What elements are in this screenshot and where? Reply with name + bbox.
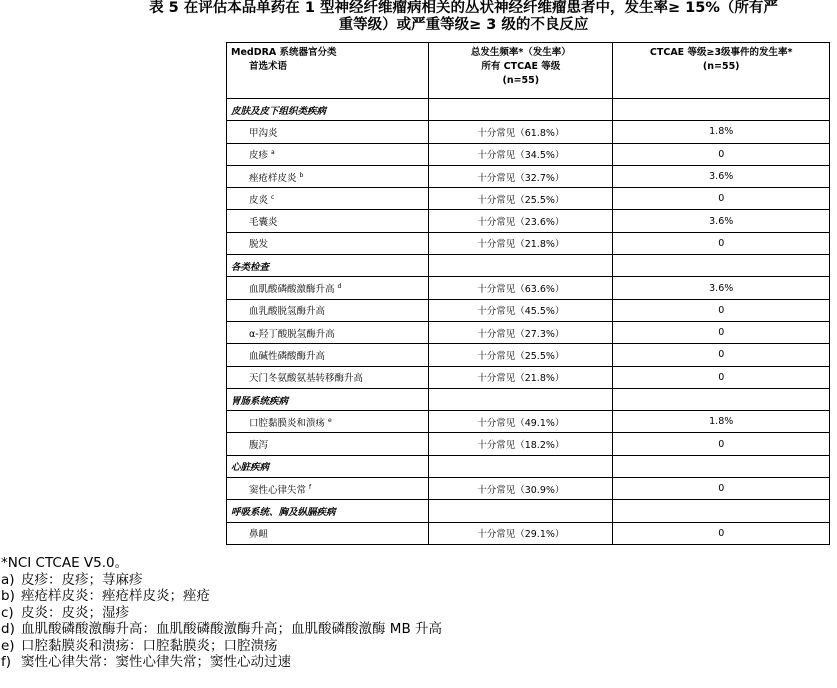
- header-soc-line-2: 首选术语: [249, 61, 288, 72]
- preferred-term-cell: [227, 232, 429, 254]
- empty-cell: [613, 455, 830, 477]
- frequency-cell: 十分常见（49.1%）: [429, 411, 613, 433]
- footnote-key: c): [1, 604, 14, 621]
- footnote-text: 窦性心律失常：窦性心律失常；窦性心动过速: [21, 654, 291, 670]
- grade3-rate-cell: 3.6%: [613, 165, 830, 187]
- preferred-term-cell: [227, 165, 429, 187]
- empty-cell: [613, 99, 830, 121]
- table-row: [227, 522, 830, 544]
- frequency-cell: 十分常见（18.2%）: [429, 433, 613, 455]
- footnote-text: 皮炎：皮炎；湿疹: [21, 604, 129, 621]
- preferred-term: 血肌酸磷酸激酶升高: [249, 284, 335, 296]
- preferred-term-cell: [227, 522, 429, 544]
- preferred-term: α-羟丁酸脱氢酶升高: [249, 328, 335, 340]
- frequency-cell: 十分常见（30.9%）: [429, 478, 613, 500]
- header-freq-line-2: 所有 CTCAE 等级: [481, 61, 561, 72]
- footnote-item: [1, 654, 831, 671]
- preferred-term: 毛囊炎: [249, 217, 278, 229]
- table-row: [227, 121, 830, 143]
- soc-row: [227, 388, 830, 410]
- preferred-term-cell: [227, 210, 429, 232]
- header-rate-line-2: (n=55): [702, 61, 740, 72]
- grade3-rate-cell: 0: [613, 478, 830, 500]
- preferred-term: 窦性心律失常: [249, 484, 307, 496]
- grade3-rate-cell: 3.6%: [613, 277, 830, 299]
- table-row: [227, 478, 830, 500]
- table-row: [227, 321, 830, 343]
- preferred-term: 痤疮样皮炎: [249, 172, 297, 184]
- empty-cell: [429, 99, 613, 121]
- preferred-term-cell: [227, 433, 429, 455]
- soc-name: 各类检查: [227, 255, 429, 277]
- preferred-term-cell: [227, 121, 429, 143]
- footnote-item: [1, 572, 831, 589]
- footnote-item: [1, 638, 831, 655]
- header-soc-line-1: MedDRA 系统器官分类: [231, 47, 337, 58]
- grade3-rate-cell: 0: [613, 321, 830, 343]
- grade3-rate-cell: 0: [613, 143, 830, 165]
- preferred-term: 甲沟炎: [249, 127, 278, 139]
- preferred-term-cell: [227, 478, 429, 500]
- grade3-rate-cell: 0: [613, 344, 830, 366]
- footnote-list: [1, 572, 831, 671]
- preferred-term: 皮炎: [249, 194, 269, 206]
- preferred-term-cell: [227, 344, 429, 366]
- footnote-marker: c: [271, 193, 275, 201]
- empty-cell: [429, 500, 613, 522]
- frequency-cell: 十分常见（32.7%）: [429, 165, 613, 187]
- header-grade3-rate: [613, 43, 830, 99]
- preferred-term: 皮疹: [249, 150, 269, 162]
- footnote-marker: a: [271, 149, 275, 157]
- frequency-cell: 十分常见（29.1%）: [429, 522, 613, 544]
- frequency-cell: 十分常见（25.5%）: [429, 344, 613, 366]
- grade3-rate-cell: 0: [613, 188, 830, 210]
- frequency-cell: 十分常见（63.6%）: [429, 277, 613, 299]
- table-title-line-2: 重等级）或严重等级≥ 3 级的不良反应: [338, 17, 589, 33]
- preferred-term-cell: [227, 366, 429, 388]
- footnote-marker: b: [299, 171, 304, 179]
- footnote-ctcae: *NCI CTCAE V5.0。: [1, 555, 129, 571]
- empty-cell: [429, 455, 613, 477]
- grade3-rate-cell: 0: [613, 433, 830, 455]
- preferred-term-cell: [227, 143, 429, 165]
- table-title: [90, 0, 837, 34]
- empty-cell: [429, 388, 613, 410]
- preferred-term: 脱发: [249, 239, 269, 251]
- soc-row: [227, 500, 830, 522]
- table-row: [227, 366, 830, 388]
- table-body: [227, 99, 830, 545]
- grade3-rate-cell: 0: [613, 522, 830, 544]
- frequency-cell: 十分常见（21.8%）: [429, 366, 613, 388]
- footnotes: [1, 555, 831, 671]
- footnote-key: f): [1, 654, 12, 670]
- preferred-term: 鼻衄: [249, 529, 269, 541]
- header-rate-line-1: CTCAE 等级≥3级事件的发生率*: [649, 47, 793, 58]
- header-overall-frequency: [429, 43, 613, 99]
- table-title-line-1: 表 5 在评估本品单药在 1 型神经纤维瘤病相关的丛状神经纤维瘤患者中，发生率≥ 15%（所有严: [149, 0, 778, 16]
- table-row: [227, 344, 830, 366]
- preferred-term: 血碱性磷酸酶升高: [249, 350, 326, 362]
- footnote-item: [1, 621, 831, 638]
- preferred-term: 口腔黏膜炎和溃疡: [249, 417, 326, 429]
- soc-name: 皮肤及皮下组织类疾病: [227, 99, 429, 121]
- frequency-cell: 十分常见（61.8%）: [429, 121, 613, 143]
- table-row: [227, 411, 830, 433]
- grade3-rate-cell: 0: [613, 366, 830, 388]
- footnote-text: 血肌酸磷酸激酶升高：血肌酸磷酸激酶升高；血肌酸磷酸激酶 MB 升高: [21, 621, 442, 637]
- soc-row: [227, 455, 830, 477]
- frequency-cell: 十分常见（34.5%）: [429, 143, 613, 165]
- preferred-term: 天门冬氨酸氨基转移酶升高: [249, 373, 364, 385]
- table-row: [227, 143, 830, 165]
- table-row: [227, 277, 830, 299]
- preferred-term-cell: [227, 411, 429, 433]
- table-row: [227, 433, 830, 455]
- soc-name: 胃肠系统疾病: [227, 388, 429, 410]
- soc-row: [227, 99, 830, 121]
- soc-name: 心脏疾病: [227, 455, 429, 477]
- grade3-rate-cell: 1.8%: [613, 411, 830, 433]
- footnote-marker: e: [328, 416, 332, 424]
- grade3-rate-cell: 1.8%: [613, 121, 830, 143]
- footnote-item: [1, 605, 831, 622]
- table-row: [227, 165, 830, 187]
- empty-cell: [429, 255, 613, 277]
- footnote-key: a): [1, 571, 15, 588]
- soc-name: 呼吸系统、胸及纵膈疾病: [227, 500, 429, 522]
- footnote-key: b): [1, 588, 15, 604]
- footnote-marker: f: [309, 483, 312, 491]
- soc-row: [227, 255, 830, 277]
- footnote-marker: d: [337, 282, 342, 290]
- empty-cell: [613, 500, 830, 522]
- table-header-row: [227, 43, 830, 99]
- footnote-text: 痤疮样皮炎：痤疮样皮炎；痤疮: [21, 588, 210, 604]
- grade3-rate-cell: 0: [613, 232, 830, 254]
- frequency-cell: 十分常见（27.3%）: [429, 321, 613, 343]
- footnote-text: 口腔黏膜炎和溃疡：口腔黏膜炎；口腔溃疡: [21, 637, 278, 654]
- grade3-rate-cell: 3.6%: [613, 210, 830, 232]
- frequency-cell: 十分常见（23.6%）: [429, 210, 613, 232]
- table-row: [227, 299, 830, 321]
- footnote-item: [1, 588, 831, 605]
- empty-cell: [613, 388, 830, 410]
- grade3-rate-cell: 0: [613, 299, 830, 321]
- footnote-key: e): [1, 637, 15, 654]
- header-freq-line-1: 总发生频率*（发生率）: [470, 47, 571, 58]
- preferred-term: 血乳酸脱氢酶升高: [249, 306, 326, 318]
- table-row: [227, 232, 830, 254]
- preferred-term: 腹泻: [249, 440, 269, 452]
- preferred-term-cell: [227, 188, 429, 210]
- footnote-key: d): [1, 621, 15, 637]
- frequency-cell: 十分常见（21.8%）: [429, 232, 613, 254]
- footnote-text: 皮疹：皮疹；荨麻疹: [21, 571, 143, 588]
- frequency-cell: 十分常见（25.5%）: [429, 188, 613, 210]
- preferred-term-cell: [227, 321, 429, 343]
- empty-cell: [613, 255, 830, 277]
- preferred-term-cell: [227, 299, 429, 321]
- header-soc-term: [227, 43, 429, 99]
- table-row: [227, 210, 830, 232]
- frequency-cell: 十分常见（45.5%）: [429, 299, 613, 321]
- adverse-reactions-table: [226, 42, 830, 545]
- header-freq-line-3: (n=55): [502, 75, 540, 86]
- table-row: [227, 188, 830, 210]
- preferred-term-cell: [227, 277, 429, 299]
